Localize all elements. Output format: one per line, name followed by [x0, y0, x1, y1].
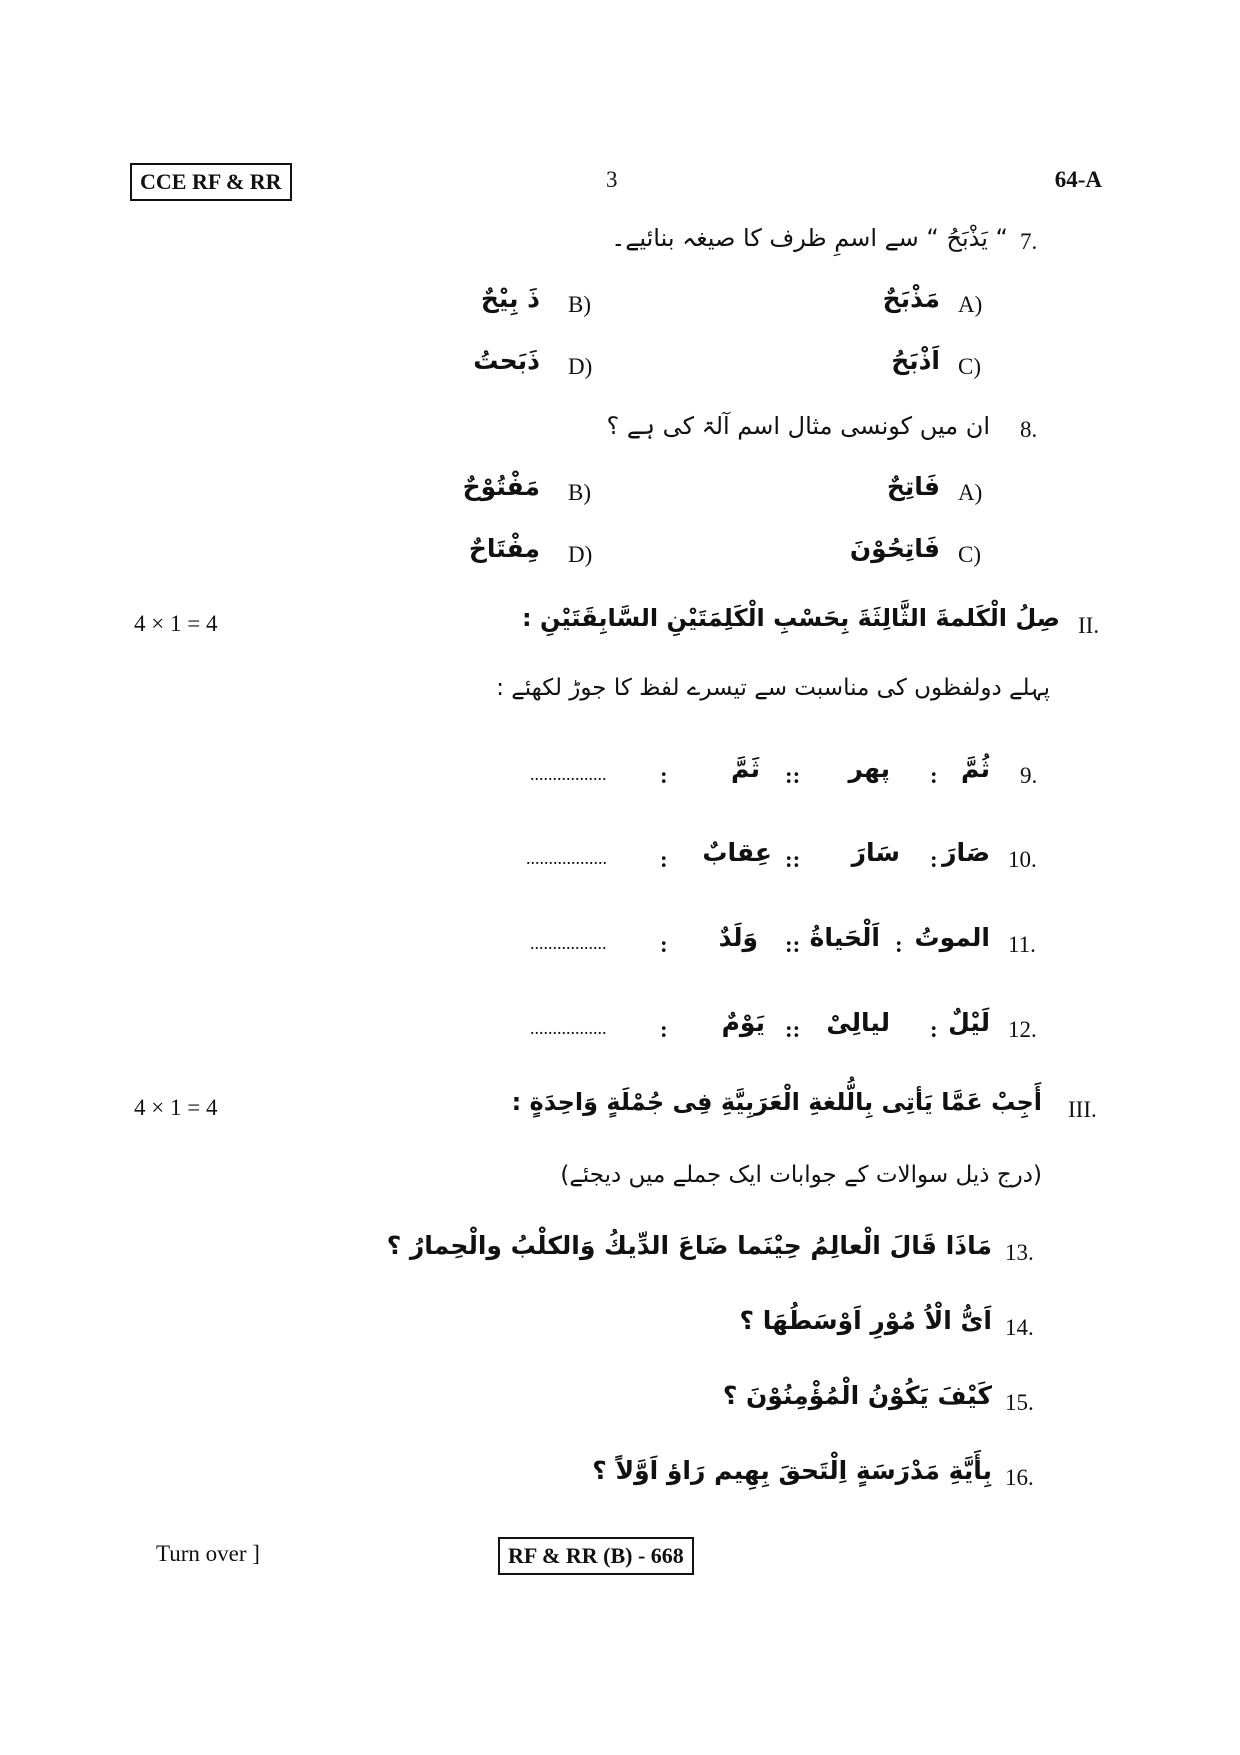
item-9-sep-3: :	[660, 763, 668, 788]
q15-text: كَيْفَ يَكُوْنُ الْمُؤْمِنُوْنَ ؟	[722, 1381, 992, 1410]
item-10-number: 10.	[1008, 847, 1037, 872]
q8-option-c-text: فَاتِحُوْنَ	[849, 534, 940, 563]
q8-option-c-label: C)	[958, 542, 981, 567]
section3-title: أَجِبْ عَمَّا يَأتِى بِالُّلغةِ الْعَرَبِيَّةِ فِى جُمْلَةٍ وَاحِدَةٍ :	[511, 1088, 1042, 1116]
q16-text: بِأَيَّةِ مَدْرَسَةٍ اِلْتَحقَ بِهِيم رَاؤ اَوَّلاً ؟	[592, 1456, 992, 1485]
q8-option-d-label: D)	[568, 542, 593, 567]
q7-option-a-text: مَذْبَحٌ	[882, 284, 940, 313]
q13-number: 13.	[1005, 1240, 1034, 1265]
item-12-answer-blank: .................	[530, 1018, 607, 1038]
section3-numeral: III.	[1068, 1097, 1097, 1122]
paper-code: 64-A	[1054, 167, 1102, 192]
q7-option-a-label: A)	[958, 292, 983, 317]
q8-prompt: ان میں کونسی مثال اسم آلۃ کی ہے ؟	[606, 412, 990, 440]
item-10-word-2: سَارَ	[851, 838, 900, 867]
q14-number: 14.	[1005, 1315, 1034, 1340]
item-11-word-3: وَلَدٌ	[718, 923, 758, 952]
section3-subtitle: (درج ذیل سوالات کے جوابات ایک جملے میں دیجئے)	[560, 1162, 1042, 1188]
q8-number: 8.	[1020, 417, 1038, 442]
item-10-sep-2: ::	[785, 847, 801, 872]
q7-option-d-label: D)	[568, 354, 593, 379]
item-12-word-1: لَيْلٌ	[948, 1008, 990, 1037]
item-11-word-2: اَلْحَياةُ	[809, 923, 880, 952]
footer-code: RF & RR (B) - 668	[498, 1537, 694, 1575]
section2-title: صِلُ الْكَلمةَ الثَّالِثَةَ بِحَسْبِ الْكَلِمَتَيْنِ السَّابِقَتَيْنِ :	[522, 604, 1060, 632]
q7-option-b-label: B)	[568, 292, 591, 317]
item-10-answer-blank: ..................	[526, 848, 607, 868]
q8-option-a-text: فَاتِحٌ	[886, 472, 940, 501]
item-11-word-1: الموتُ	[914, 923, 990, 952]
item-10-word-3: عِقابٌ	[702, 838, 772, 867]
item-11-sep-3: :	[660, 932, 668, 957]
item-11-sep-2: ::	[785, 932, 801, 957]
q7-option-d-text: ذَبَحتُ	[473, 346, 540, 375]
q15-number: 15.	[1005, 1390, 1034, 1415]
q14-text: اَىُّ الْاُ مُوْرِ اَوْسَطُهَا ؟	[739, 1306, 992, 1335]
item-12-sep-1: :	[930, 1017, 938, 1042]
section2-marks: 4 × 1 = 4	[134, 611, 218, 636]
q7-option-c-text: اَذْبَحُ	[891, 346, 940, 375]
item-9-sep-2: ::	[785, 763, 801, 788]
item-11-number: 11.	[1008, 932, 1036, 957]
item-9-number: 9.	[1020, 763, 1038, 788]
section2-numeral: II.	[1078, 613, 1100, 638]
page-number: 3	[606, 167, 618, 192]
q8-option-d-text: مِفْتَاحٌ	[468, 534, 540, 563]
item-10-word-1: صَارَ	[942, 838, 990, 867]
section3-marks: 4 × 1 = 4	[134, 1095, 218, 1120]
item-9-word-3: ثَمَّ	[731, 754, 760, 783]
turn-over: Turn over ]	[156, 1541, 260, 1566]
q7-number: 7.	[1020, 229, 1038, 254]
item-9-answer-blank: .................	[530, 764, 607, 784]
item-10-sep-1: :	[930, 847, 938, 872]
item-12-number: 12.	[1008, 1017, 1037, 1042]
q7-option-c-label: C)	[958, 354, 981, 379]
item-9-word-2: پھر	[848, 754, 890, 783]
item-12-sep-3: :	[660, 1017, 668, 1042]
section2-subtitle: پہلے دولفظوں کی مناسبت سے تیسرے لفظ کا جوڑ لکھئے :	[496, 675, 1050, 701]
q8-option-a-label: A)	[958, 480, 983, 505]
q8-option-b-label: B)	[568, 480, 591, 505]
item-11-sep-1: :	[895, 932, 903, 957]
item-12-sep-2: ::	[785, 1017, 801, 1042]
q8-option-b-text: مَفْتُوْحٌ	[462, 472, 540, 501]
q13-text: مَاذَا قَالَ الْعالِمُ حِيْنَما ضَاعَ الدِّيكُ وَالكلْبُ والْحِمارُ ؟	[386, 1231, 992, 1260]
item-12-word-2: ليالِىْ	[826, 1008, 890, 1037]
item-9-sep-1: :	[930, 763, 938, 788]
q7-option-b-text: ذَ بِيْحٌ	[480, 284, 540, 313]
item-11-answer-blank: .................	[530, 933, 607, 953]
item-12-word-3: يَوْمٌ	[721, 1008, 765, 1037]
header-left-code: CCE RF & RR	[130, 163, 292, 201]
q7-prompt: “ يَذْبَحُ “ سے اسمِ ظرف کا صیغہ بنائیے۔	[611, 224, 1008, 252]
item-10-sep-3: :	[660, 847, 668, 872]
q16-number: 16.	[1005, 1465, 1034, 1490]
item-9-word-1: ثُمَّ	[961, 754, 990, 783]
